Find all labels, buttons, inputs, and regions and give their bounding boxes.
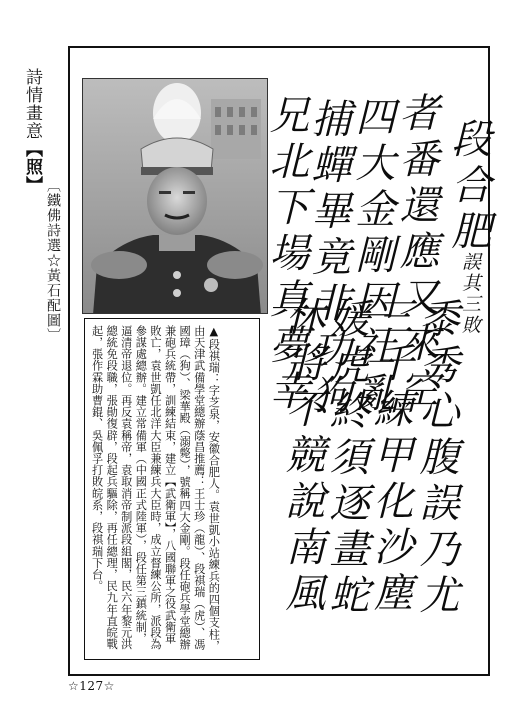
biography-text: ▲段祺瑞：字芝泉，安徽合肥人。袁世凱小站練兵的四個支柱，由天津武備學堂總辦蔭昌推薦：王士珍（龍）、段祺瑞（虎）、馮國璋（狗）、梁華殿（溺斃），號稱四大金剛。段任砲兵學堂總辦兼砲兵統帶，訓練結束，建立【武衛軍】，八國聯軍之役武衛軍敗亡，袁世凱任北洋大臣兼練兵大臣時，成立督練公所，派段為參謀處總辦。建立常備軍（中國正式陸軍），段任第三鎮統制，逼清帝退位。再反袁稱帝，袁取消帝制派段組閣，民六年黎元洪總統免段職，張勛復辟，段起兵驅除，再任總理，民九年直皖戰起，張作霖助曹錕、吳佩孚打敗皖系，段祺瑞下台。: [90, 325, 221, 652]
title-text: 詩情畫意: [22, 68, 42, 140]
poem-line-7: 媛虎終須逐畫蛇: [323, 298, 369, 620]
column-subtitle: ︹鐵佛詩選☆黃石配圖︺: [45, 178, 61, 343]
biography-box: [84, 318, 260, 660]
poem-line-3: 捕蟬畢竟非功狗: [305, 98, 351, 420]
portrait-photo: [82, 78, 268, 314]
poem-note: 誤其三敗: [459, 252, 481, 336]
poem-line-4: 兄北下場真夢幸: [263, 94, 309, 416]
poem-line-8: 休將不競說南風: [279, 296, 325, 618]
page-number: ☆127☆: [68, 679, 115, 693]
poem-line-2: 四大金剛因社亂: [349, 96, 395, 418]
poem-line-1: 者番還應又來空: [393, 92, 439, 414]
title-bracket: 【照】: [22, 140, 42, 194]
poem-line-6: 三千練甲化沙塵: [367, 296, 413, 618]
poem-title: 段合肥: [445, 118, 491, 256]
column-title: [22, 68, 42, 194]
poem-line-5: 黍秀心腹誤乃尤: [413, 298, 459, 620]
